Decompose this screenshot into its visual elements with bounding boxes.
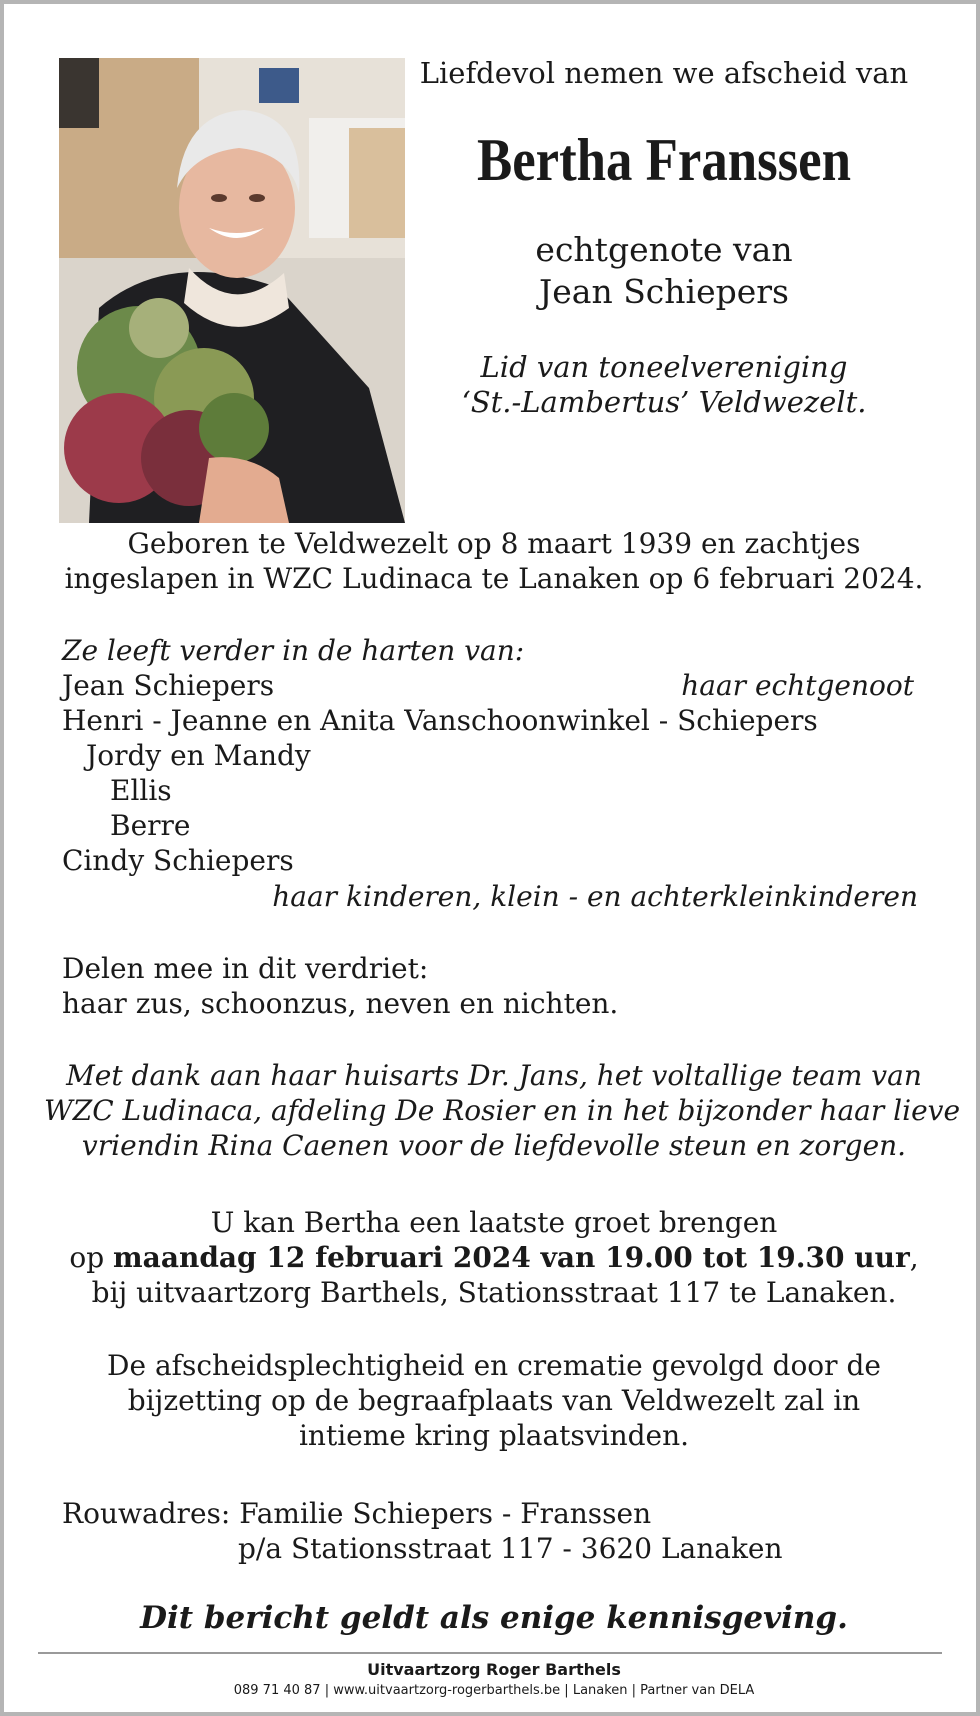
family-children-2: Cindy Schiepers — [62, 844, 294, 877]
visit-line-2-post: , — [909, 1241, 919, 1274]
footer-divider — [38, 1652, 942, 1654]
family-great-grandchild-1: Ellis — [110, 774, 172, 807]
family-spouse-relation: haar echtgenoot — [681, 669, 914, 702]
visit-line-3: bij uitvaartzorg Barthels, Stationsstraat 117 te Lanaken. — [91, 1276, 897, 1309]
membership-line-1: Lid van toneelvereniging — [480, 350, 848, 384]
portrait-photo — [59, 58, 405, 523]
family-children-1: Henri - Jeanne en Anita Vanschoonwinkel - Schiepers — [62, 704, 818, 737]
visit-datetime: maandag 12 februari 2024 van 19.00 tot 19.30 uur — [113, 1241, 910, 1274]
portrait-image — [59, 58, 405, 523]
family-heading: Ze leeft verder in de harten van: — [62, 634, 525, 667]
ceremony-line-3: intieme kring plaatsvinden. — [298, 1419, 690, 1452]
thanks-line-2: WZC Ludinaca, afdeling De Rosier en in het bijzonder haar lieve — [44, 1094, 961, 1127]
family-great-grandchild-2: Berre — [110, 809, 191, 842]
footer-contact: 089 71 40 87 | www.uitvaartzorg-rogerbarthels.be | Lanaken | Partner van DELA — [233, 1683, 755, 1698]
birth-line-2: ingeslapen in WZC Ludinaca te Lanaken op 6 februari 2024. — [64, 562, 924, 595]
intro-text: Liefdevol nemen we afscheid van — [419, 56, 909, 90]
address-line-1: Rouwadres: Familie Schiepers - Franssen — [62, 1497, 652, 1530]
family-grandchildren: Jordy en Mandy — [86, 739, 311, 772]
family-spouse: Jean Schiepers — [62, 669, 275, 702]
family-relation: haar kinderen, klein - en achterkleinkinderen — [272, 880, 918, 913]
footer-company: Uitvaartzorg Roger Barthels — [367, 1660, 621, 1679]
notice-text: Dit bericht geldt als enige kennisgeving. — [140, 1600, 848, 1636]
ceremony-line-1: De afscheidsplechtigheid en crematie gevolgd door de — [107, 1349, 881, 1382]
ceremony-line-2: bijzetting op de begraafplaats van Veldwezelt zal in — [127, 1384, 861, 1417]
share-line-2: haar zus, schoonzus, neven en nichten. — [62, 987, 619, 1020]
thanks-line-3: vriendin Rina Caenen voor de liefdevolle steun en zorgen. — [81, 1129, 907, 1162]
thanks-line-1: Met dank aan haar huisarts Dr. Jans, het voltallige team van — [66, 1059, 922, 1092]
birth-line-1: Geboren te Veldwezelt op 8 maart 1939 en zachtjes — [127, 527, 861, 560]
membership-line-2: ‘St.-Lambertus’ Veldwezelt. — [461, 385, 867, 419]
visit-line-2 — [44, 1241, 944, 1274]
visit-line-1: U kan Bertha een laatste groet brengen — [210, 1206, 778, 1239]
share-line-1: Delen mee in dit verdriet: — [62, 952, 429, 985]
address-line-2: p/a Stationsstraat 117 - 3620 Lanaken — [238, 1532, 783, 1565]
spouse-label: echtgenote van — [535, 230, 793, 269]
deceased-name: Bertha Franssen — [477, 127, 851, 193]
spouse-name: Jean Schiepers — [539, 272, 789, 311]
visit-line-2-pre: op — [69, 1241, 114, 1274]
